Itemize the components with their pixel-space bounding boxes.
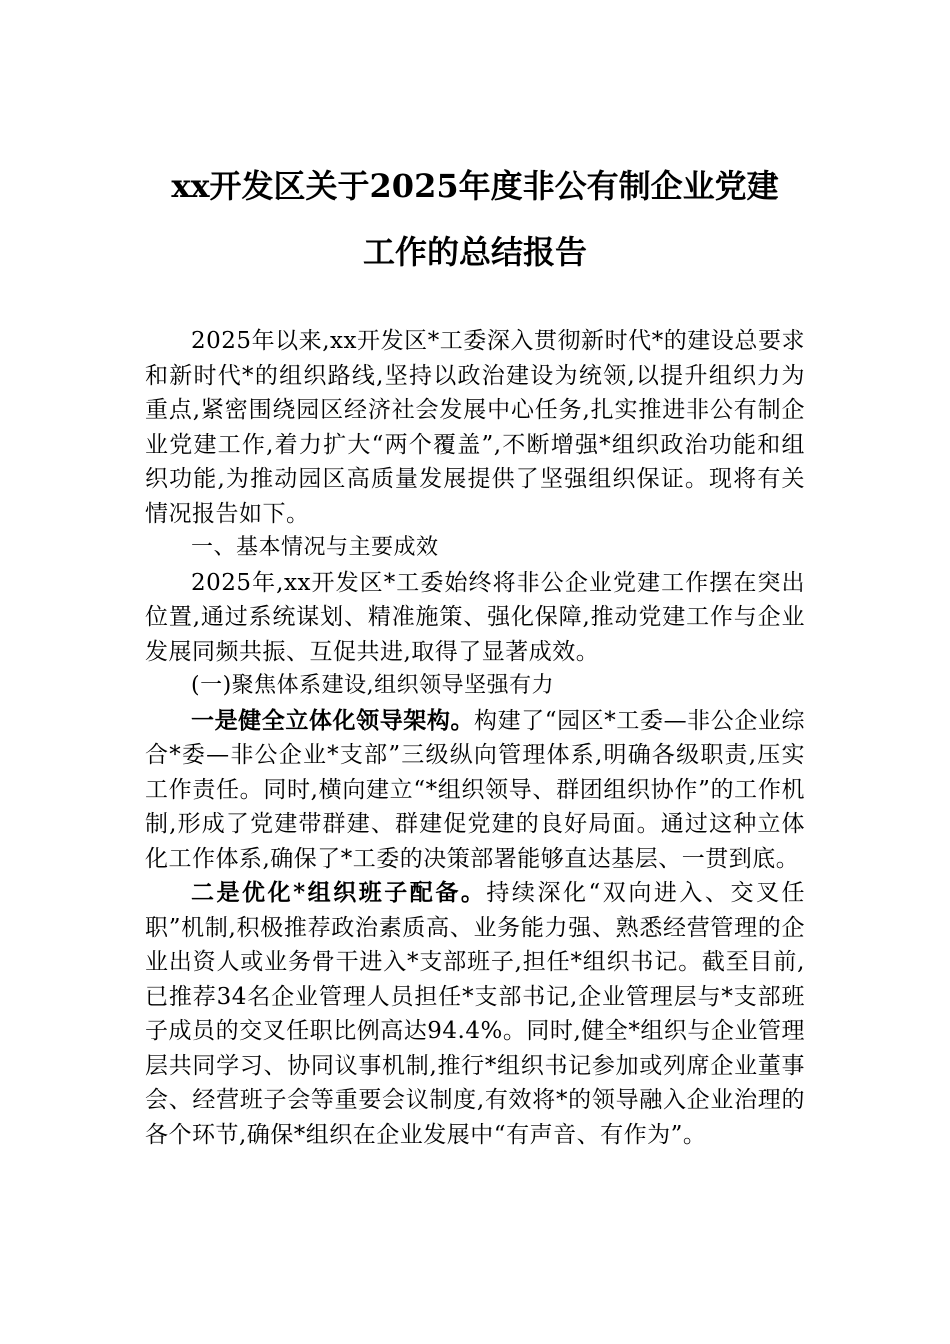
section-paragraph: 2025年,xx开发区*工委始终将非公企业党建工作摆在突出位置,通过系统谋划、精准施策、强化保障,推动党建工作与企业发展同频共振、互促共进,取得了显著成效。 bbox=[145, 569, 805, 665]
document-body bbox=[145, 324, 805, 1152]
point-paragraph-2 bbox=[145, 876, 805, 1152]
point-2-text: 持续深化“双向进入、交叉任职”机制,积极推荐政治素质高、业务能力强、熟悉经营管理的企业出资人或业务骨干进入*支部班子,担任*组织书记。截至目前,已推荐34名企业管理人员担任*支部书记,企业管理层与*支部班子成员的交叉任职比例高达94.4%。同时,健全*组织与企业管理层共同学习、协同议事机制,推行*组织书记参加或列席企业董事会、经营班子会等重要会议制度,有效将*的领导融入企业治理的各个环节,确保*组织在企业发展中“有声音、有作为”。 bbox=[145, 880, 806, 1148]
document-title-line-1: xx开发区关于2025年度非公有制企业党建 bbox=[171, 167, 779, 205]
point-1-text: 构建了“园区*工委—非公企业综合*委—非公企业*支部”三级纵向管理体系,明确各级职责,压实工作责任。同时,横向建立“*组织领导、群团组织协作”的工作机制,形成了党建带群建、群建促党建的良好局面。通过这种立体化工作体系,确保了*工委的决策部署能够直达基层、一贯到底。 bbox=[145, 707, 805, 872]
section-heading: 一、基本情况与主要成效 bbox=[191, 535, 439, 560]
document-title-line-2: 工作的总结报告 bbox=[362, 233, 587, 271]
point-2-lead: 二是优化*组织班子配备。 bbox=[191, 879, 487, 906]
point-paragraph-1 bbox=[145, 704, 805, 877]
subsection-heading: (一)聚焦体系建设,组织领导坚强有力 bbox=[191, 673, 555, 698]
intro-paragraph: 2025年以来,xx开发区*工委深入贯彻新时代*的建设总要求和新时代*的组织路线,坚持以政治建设为统领,以提升组织力为重点,紧密围绕园区经济社会发展中心任务,扎实推进非公有制企业党建工作,着力扩大“两个覆盖”,不断增强*组织政治功能和组织功能,为推动园区高质量发展提供了坚强组织保证。现将有关情况报告如下。 bbox=[145, 328, 805, 527]
point-1-lead: 一是健全立体化领导架构。 bbox=[191, 706, 475, 734]
